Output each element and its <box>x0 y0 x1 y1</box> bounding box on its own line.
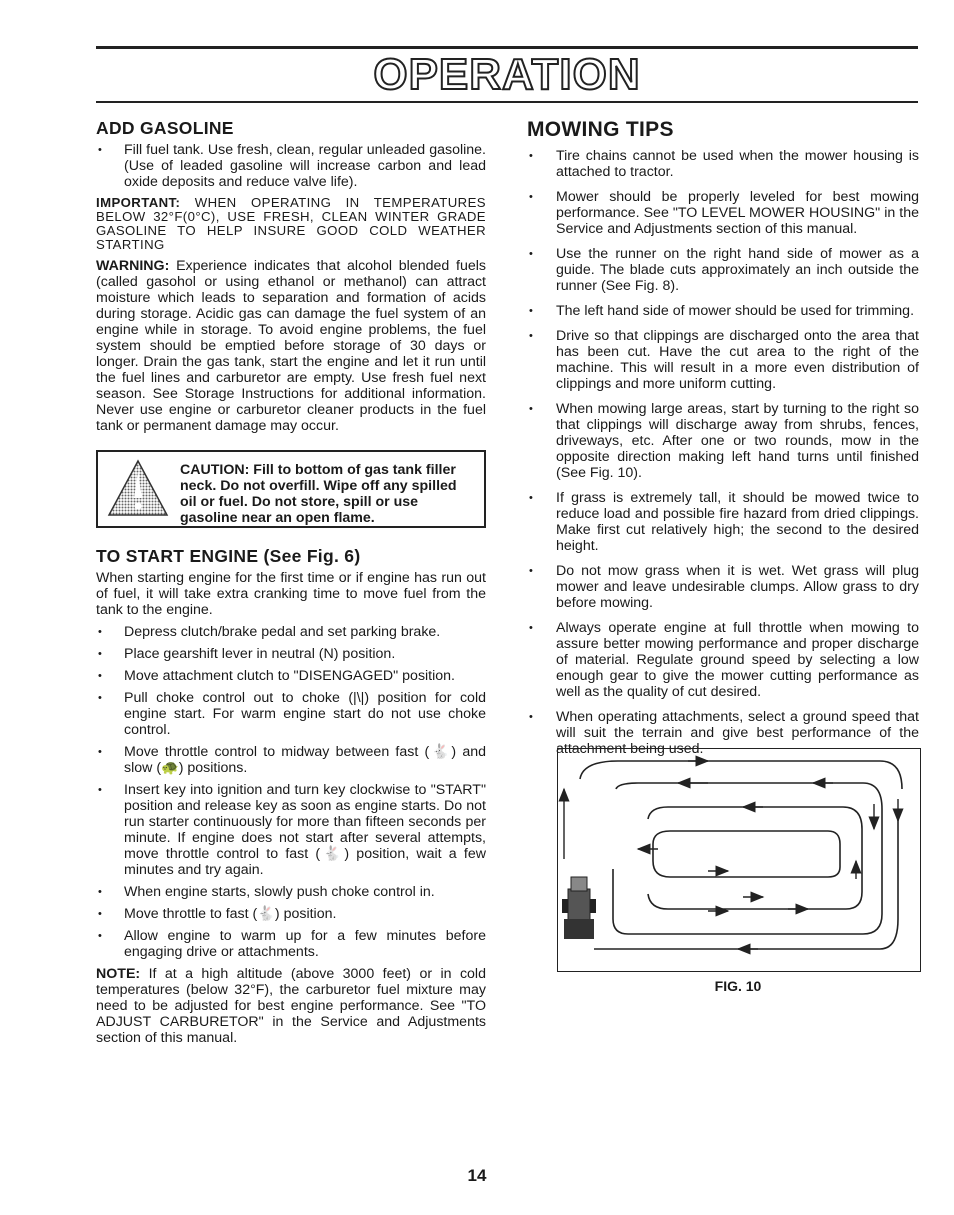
list-item: • Fill fuel tank. Use fresh, clean, regular unleaded gasoline. (Use of leaded gasoline will increase carbon and lead oxide deposits and reduce valve life). <box>96 142 486 190</box>
note-label: NOTE: <box>96 966 141 982</box>
list-item: • Drive so that clippings are discharged onto the area that has been cut. Have the cut area to the right of the machine. This will result in a more even distribution of clippings and more uniform cutting. <box>527 328 919 392</box>
list-item: • When operating attachments, select a ground speed that will suit the terrain and give best performance of the attachment being used. <box>527 709 919 757</box>
list-item: • When mowing large areas, start by turning to the right so that clippings will discharge away from shrubs, fences, driveways, etc. After one or two rounds, mow in the opposite direction making left hand turns until finished (See Fig. 10). <box>527 401 919 481</box>
list-item: • Tire chains cannot be used when the mower housing is attached to tractor. <box>527 148 919 180</box>
list-item: • Allow engine to warm up for a few minutes before engaging drive or attachments. <box>96 928 486 960</box>
caution-box <box>96 450 486 528</box>
list-item: • The left hand side of mower should be used for trimming. <box>527 303 919 319</box>
add-gasoline-list <box>96 142 486 190</box>
page-title: OPERATION <box>373 50 641 99</box>
figure-10 <box>557 748 921 972</box>
list-item: • Do not mow grass when it is wet. Wet grass will plug mower and leave undesirable clumps. Allow grass to dry before mowing. <box>527 563 919 611</box>
figure-caption: FIG. 10 <box>714 978 762 994</box>
list-item: • Depress clutch/brake pedal and set parking brake. <box>96 624 486 640</box>
page-number: 14 <box>467 1166 487 1185</box>
list-item: • When engine starts, slowly push choke control in. <box>96 884 486 900</box>
warning-paragraph <box>96 258 486 434</box>
note-text: If at a high altitude (above 3000 feet) or in cold temperatures (below 32°F), the carburetor fuel mixture may need to be adjusted for best engine performance. See "TO ADJUST CARBURETOR" in the Service and Adjustments section of this manual. <box>96 966 486 1046</box>
important-text: WHEN OPERATING IN TEMPERATURES BELOW 32°F(0°C), USE FRESH, CLEAN WINTER GRADE GASOLINE TO HELP INSURE GOOD COLD WEATHER STARTING <box>96 195 486 252</box>
warning-triangle-icon <box>106 458 170 518</box>
caution-text: CAUTION: Fill to bottom of gas tank filler neck. Do not overfill. Wipe off any spilled oil or fuel. Do not store, spill or use gasoline near an open flame. <box>180 462 457 526</box>
warning-label: WARNING: <box>96 258 170 274</box>
list-item: • Move attachment clutch to "DISENGAGED" position. <box>96 668 486 684</box>
important-notice <box>96 196 486 252</box>
list-item: • Mower should be properly leveled for best mowing performance. See "TO LEVEL MOWER HOUSING" in the Service and Adjustments section of this manual. <box>527 189 919 237</box>
list-item: • Always operate engine at full throttle when mowing to assure better mowing performance and proper discharge of material. Regulate ground speed by selecting a low enough gear to give the mower cutting performance as well as the quality of cut desired. <box>527 620 919 700</box>
list-item: • Move throttle to fast (🐇) position. <box>96 906 486 922</box>
warning-text: Experience indicates that alcohol blended fuels (called gasohol or using ethanol or methanol) can attract moisture which leads to separation and formation of acids during storage. Acidic gas can damage the fuel system of an engine while in storage. To avoid engine problems, the fuel system should be emptied before storage of 30 days or longer. Drain the gas tank, start the engine and let it run until the fuel lines and carburetor are empty. Use fresh fuel next season. See Storage Instructions for additional information. Never use engine or carburetor cleaner products in the fuel tank or permanent damage may occur. <box>96 258 486 434</box>
important-label: IMPORTANT: <box>96 195 181 210</box>
title-rule <box>96 101 918 103</box>
add-gasoline-heading: ADD GASOLINE <box>96 118 234 138</box>
right-column <box>527 118 919 766</box>
list-item: • Place gearshift lever in neutral (N) position. <box>96 646 486 662</box>
mowing-pattern-diagram <box>558 749 920 971</box>
tractor-icon <box>562 877 596 939</box>
list-item: • If grass is extremely tall, it should be mowed twice to reduce load and possible fire hazard from dried clippings. Make first cut relatively high; the second to the desired height. <box>527 490 919 554</box>
mowing-tips-list <box>527 148 919 757</box>
mowing-tips-heading: MOWING TIPS <box>527 118 674 141</box>
top-rule <box>96 46 918 49</box>
start-engine-intro: When starting engine for the first time or if engine has run out of fuel, it will take extra cranking time to move fuel from the tank to the engine. <box>96 570 486 618</box>
list-item: • Pull choke control out to choke (|\|) position for cold engine start. For warm engine start do not use choke control. <box>96 690 486 738</box>
note-paragraph <box>96 966 486 1046</box>
list-item: • Insert key into ignition and turn key clockwise to "START" position and release key as soon as engine starts. Do not run starter continuously for more than fifteen seconds per minute. If engine does not start after several attempts, move throttle control to fast (🐇) position, wait a few minutes and try again. <box>96 782 486 878</box>
list-item: • Move throttle control to midway between fast (🐇) and slow (🐢) positions. <box>96 744 486 776</box>
left-column <box>96 118 486 1052</box>
start-engine-heading: TO START ENGINE (See Fig. 6) <box>96 546 361 566</box>
list-item: • Use the runner on the right hand side of mower as a guide. The blade cuts approximately an inch outside the runner (See Fig. 8). <box>527 246 919 294</box>
start-engine-steps <box>96 624 486 960</box>
